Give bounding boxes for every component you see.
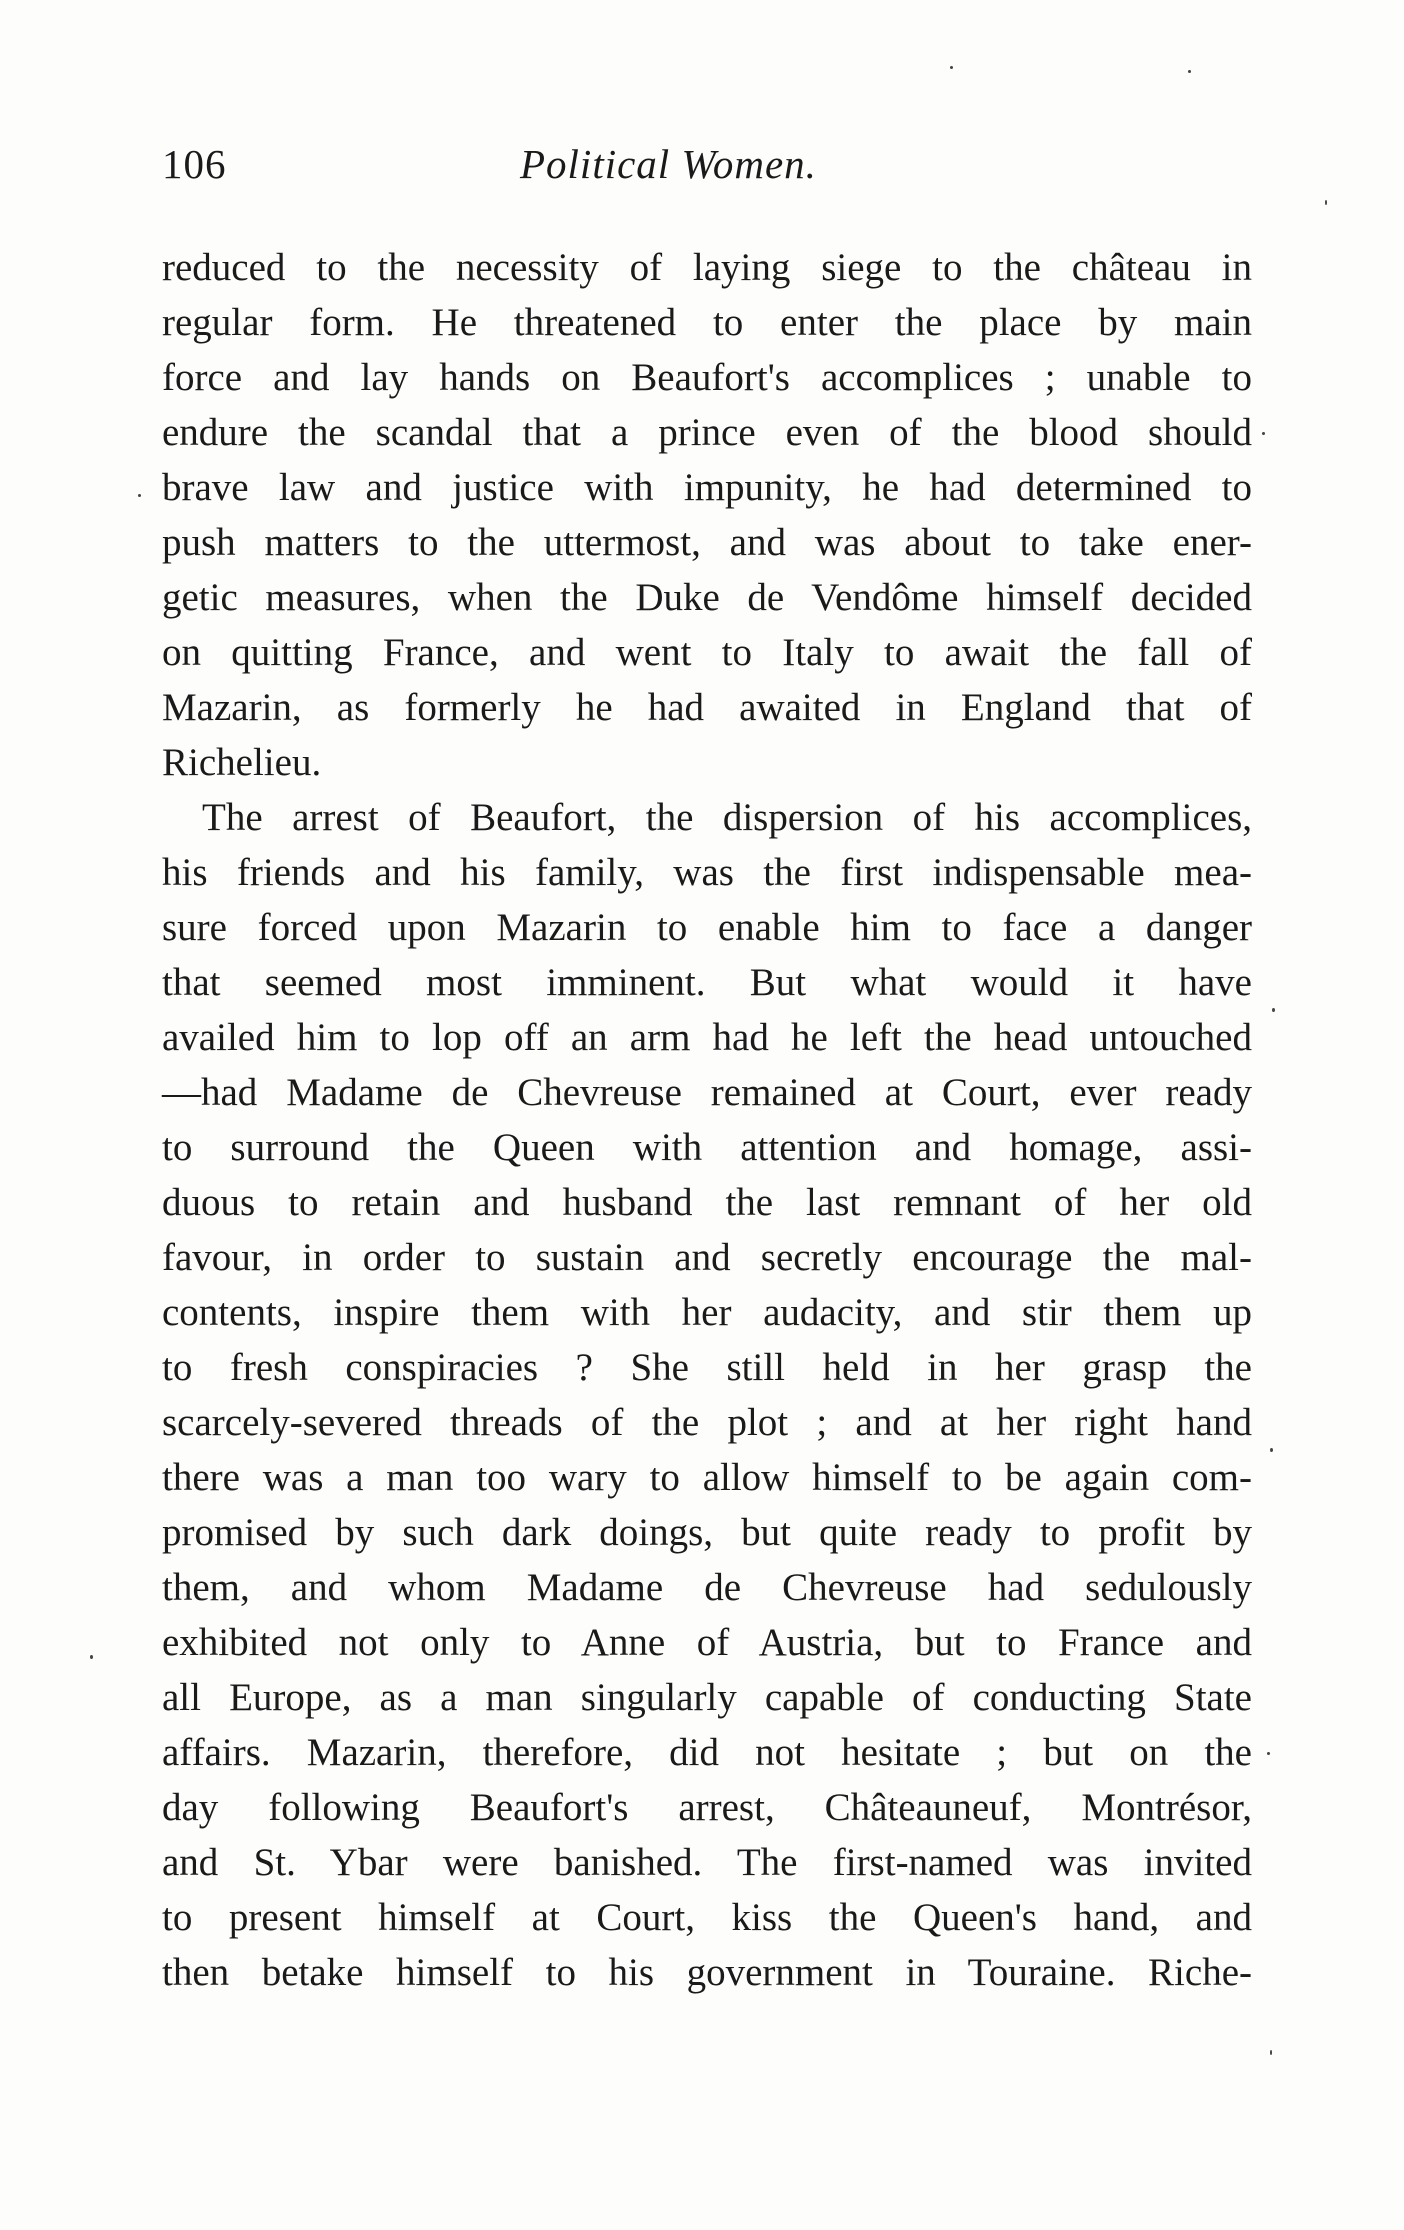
text-line: to present himself at Court, kiss the Queen's hand, and xyxy=(162,1896,1252,1939)
text-line: scarcely-severed threads of the plot ; and at her right hand xyxy=(162,1401,1252,1444)
body-text xyxy=(162,240,1252,2000)
text-line: —had Madame de Chevreuse remained at Court, ever ready xyxy=(162,1071,1252,1114)
text-line: sure forced upon Mazarin to enable him to face a danger xyxy=(162,906,1252,949)
scan-speck xyxy=(1267,1752,1270,1755)
text-line: to surround the Queen with attention and homage, assi- xyxy=(162,1126,1252,1169)
text-line: reduced to the necessity of laying siege to the château in xyxy=(162,246,1252,289)
text-line: favour, in order to sustain and secretly encourage the mal- xyxy=(162,1236,1252,1279)
scan-speck xyxy=(1325,200,1327,205)
text-line: endure the scandal that a prince even of the blood should xyxy=(162,411,1252,454)
text-line: promised by such dark doings, but quite ready to profit by xyxy=(162,1511,1252,1554)
paragraph-1 xyxy=(162,240,1252,790)
text-line: availed him to lop off an arm had he left the head untouched xyxy=(162,1016,1252,1059)
text-line: Mazarin, as formerly he had awaited in England that of xyxy=(162,686,1252,729)
text-line: push matters to the uttermost, and was about to take ener- xyxy=(162,521,1252,564)
text-line: all Europe, as a man singularly capable of conducting State xyxy=(162,1676,1252,1719)
text-line: day following Beaufort's arrest, Châteauneuf, Montrésor, xyxy=(162,1786,1252,1829)
book-title: Political Women. xyxy=(520,141,817,187)
text-line: affairs. Mazarin, therefore, did not hesitate ; but on the xyxy=(162,1731,1252,1774)
text-line: on quitting France, and went to Italy to await the fall of xyxy=(162,631,1252,674)
text-line: then betake himself to his government in Touraine. Riche- xyxy=(162,1951,1252,1994)
scan-speck xyxy=(950,66,953,69)
text-line: his friends and his family, was the first indispensable mea- xyxy=(162,851,1252,894)
text-line: that seemed most imminent. But what would it have xyxy=(162,961,1252,1004)
text-line: duous to retain and husband the last remnant of her old xyxy=(162,1181,1252,1224)
text-line: brave law and justice with impunity, he had determined to xyxy=(162,466,1252,509)
text-line: and St. Ybar were banished. The first-named was invited xyxy=(162,1841,1252,1884)
text-line: getic measures, when the Duke de Vendôme himself decided xyxy=(162,576,1252,619)
scan-speck xyxy=(1188,70,1191,73)
page-number: 106 xyxy=(162,141,227,187)
scan-speck xyxy=(1270,2050,1272,2055)
text-line: to fresh conspiracies ? She still held in her grasp the xyxy=(162,1346,1252,1389)
text-line: regular form. He threatened to enter the place by main xyxy=(162,301,1252,344)
text-line: them, and whom Madame de Chevreuse had sedulously xyxy=(162,1566,1252,1609)
text-line: there was a man too wary to allow himself to be again com- xyxy=(162,1456,1252,1499)
paragraph-2 xyxy=(162,790,1252,2000)
text-line: exhibited not only to Anne of Austria, but to France and xyxy=(162,1621,1252,1664)
running-head xyxy=(162,140,1252,200)
scan-speck xyxy=(1262,432,1265,435)
scan-speck xyxy=(1270,1448,1273,1452)
text-line: force and lay hands on Beaufort's accomplices ; unable to xyxy=(162,356,1252,399)
text-line: The arrest of Beaufort, the dispersion of his accomplices, xyxy=(202,796,1252,839)
scan-speck xyxy=(1272,1008,1275,1012)
scan-speck xyxy=(90,1655,93,1659)
scan-speck xyxy=(138,494,141,497)
text-line: Richelieu. xyxy=(162,741,322,784)
text-line: contents, inspire them with her audacity, and stir them up xyxy=(162,1291,1252,1334)
